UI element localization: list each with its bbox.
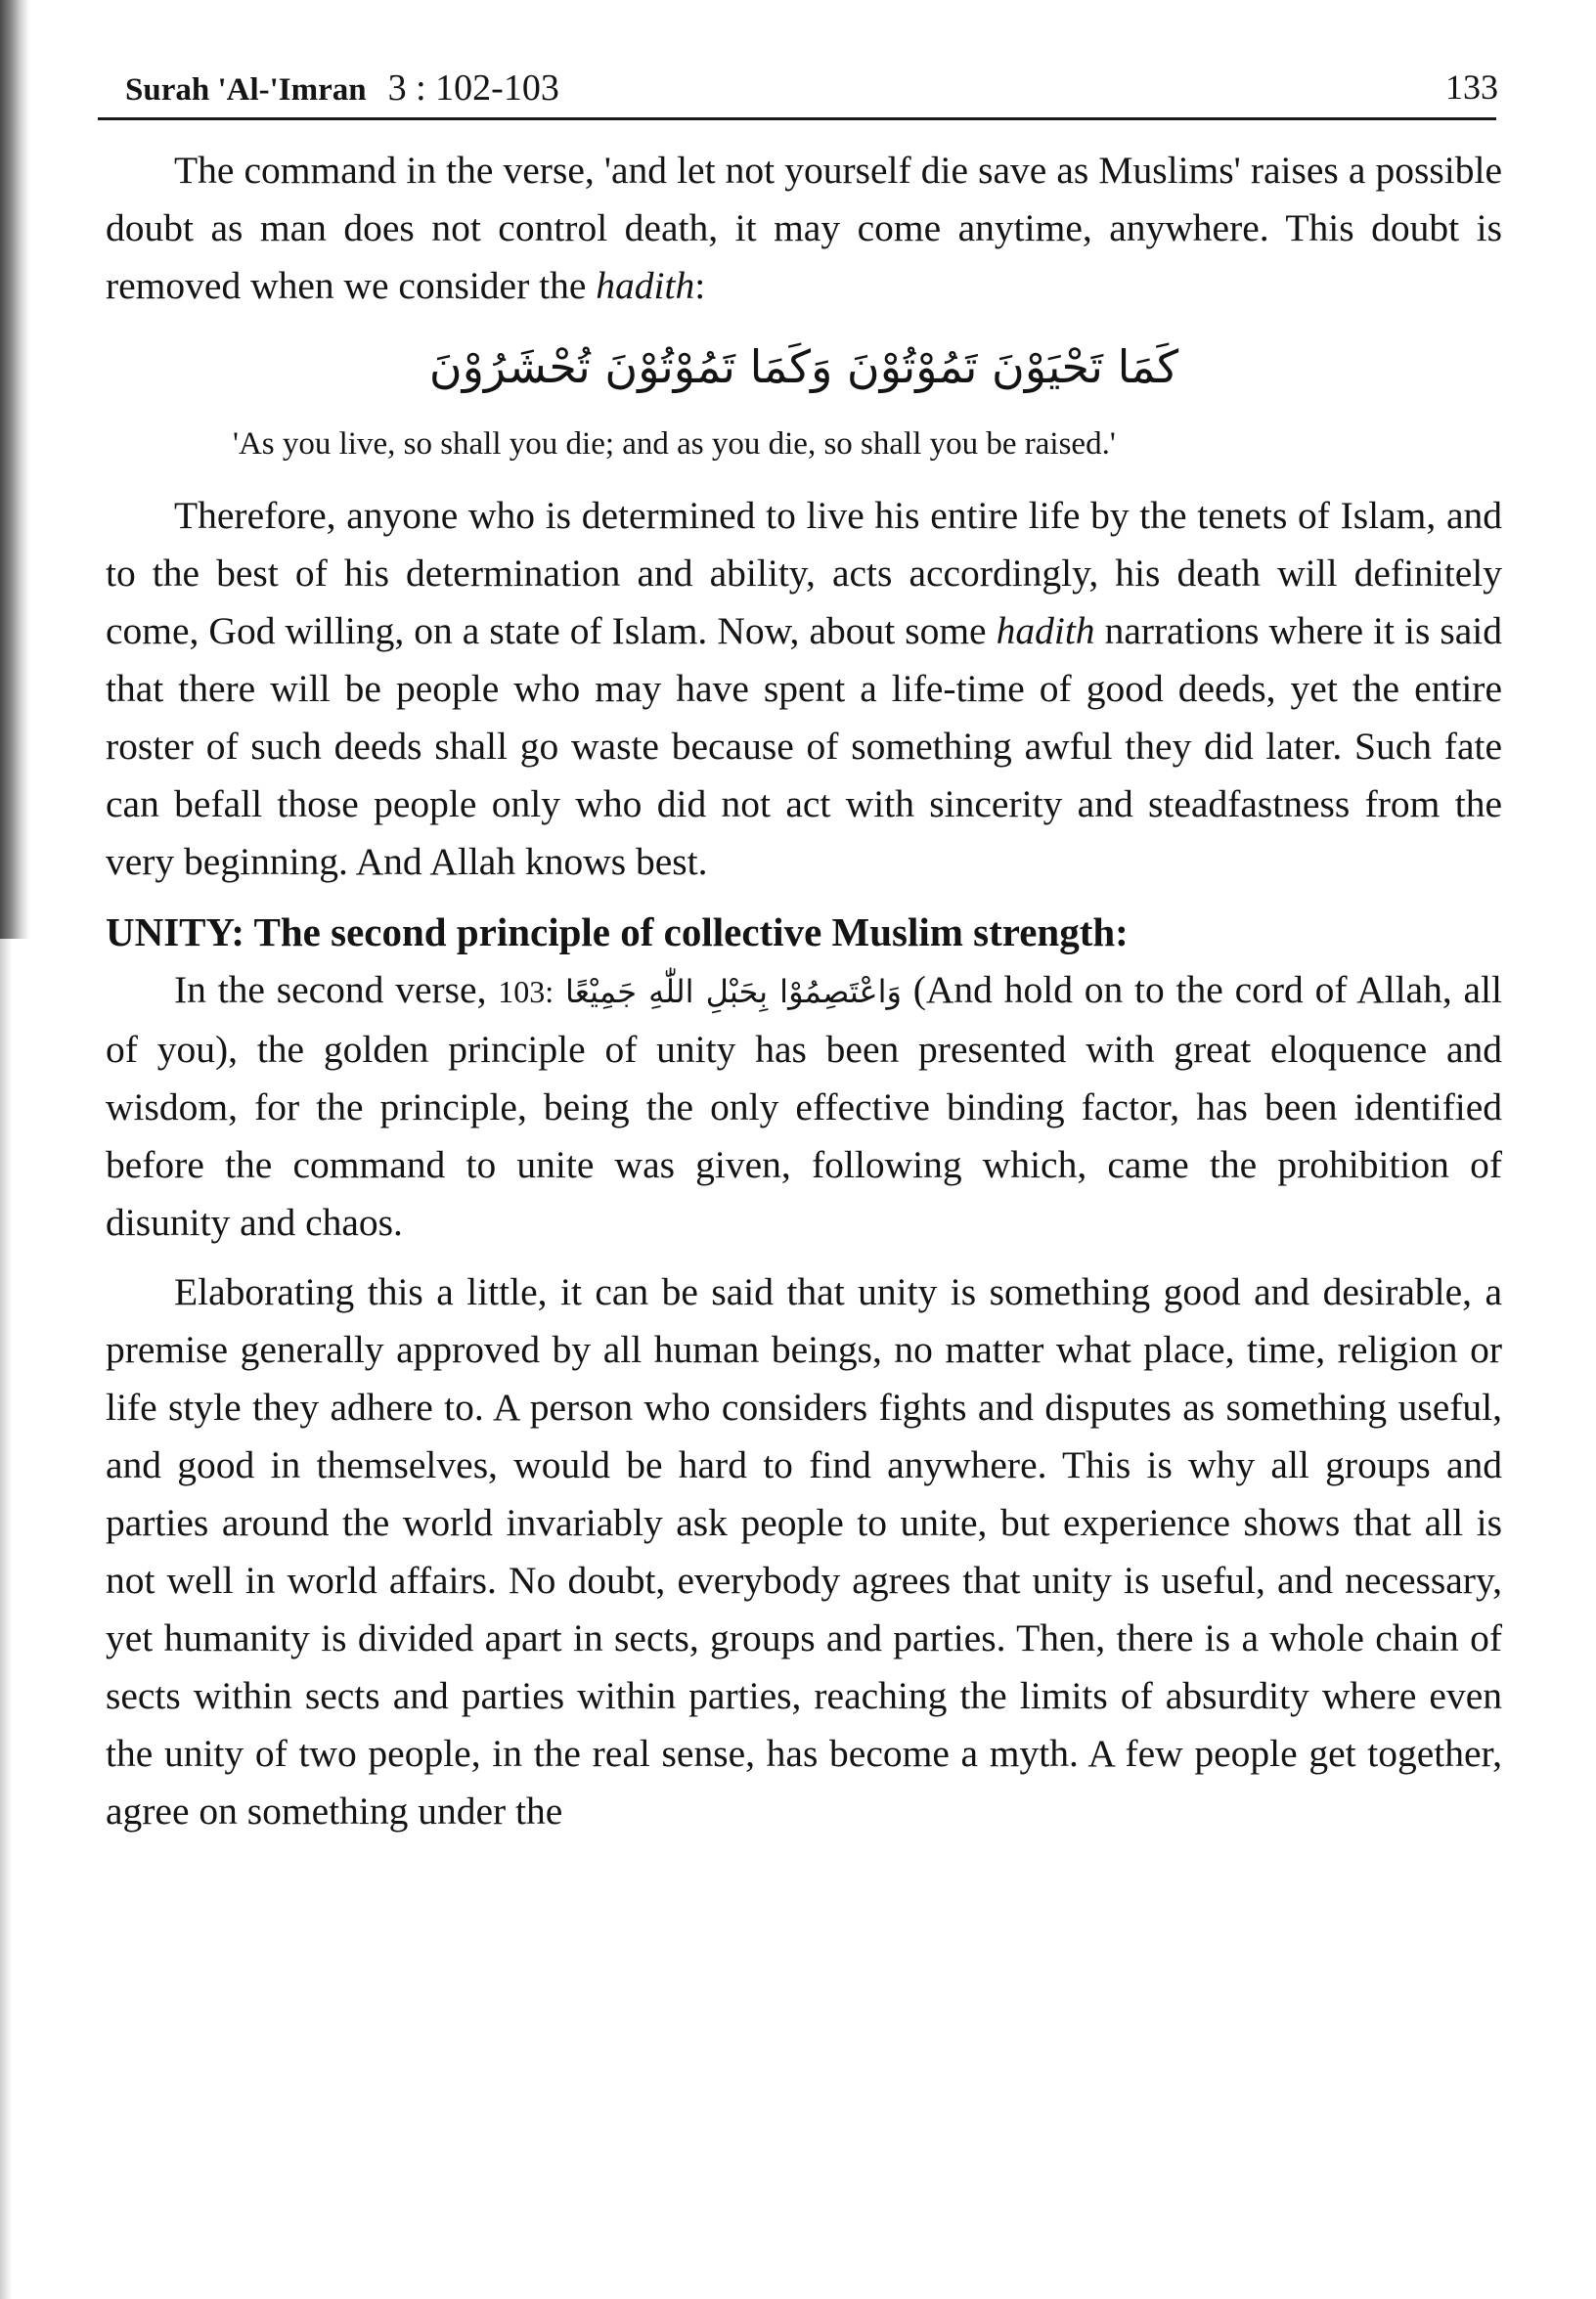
- header-rule: [98, 117, 1496, 120]
- paragraph-3: [106, 961, 1502, 1252]
- paragraph-1: [106, 142, 1502, 315]
- paragraph-2: [106, 487, 1502, 891]
- surah-title: Surah 'Al-'Imran: [125, 72, 367, 108]
- paragraph-4: Elaborating this a little, it can be said that unity is something good and desirable, a premise generally approved by all human beings, no matter what place, time, religion or life style they adhere to. A person who considers fights and disputes as something useful, and good in themselves, would be hard to find anywhere. This is why all groups and parties around the world invariably ask people to unite, but experience shows that all is not well in world affairs. No doubt, everybody agrees that unity is useful, and necessary, yet humanity is divided apart in sects, groups and parties. Then, there is a whole chain of sects within sects and parties within parties, reaching the limits of absurdity where even the unity of two people, in the real sense, has become a myth. A few people get together, agree on something under the: [106, 1270, 1502, 1833]
- running-head: [125, 66, 559, 110]
- paragraph-3-end: (And hold on to the cord of Allah, all of you), the golden principle of unity has been presented with great eloquence and wisdom, for the principle, being the only effective binding factor, has been identified before the command to unite was given, following which, came the prohibition of disunity and chaos.: [106, 968, 1503, 1244]
- paragraph-2-end: narrations where it is said that there will be people who may have spent a life-time of good deeds, yet the entire roster of such deeds shall go waste because of something awful they did later. Such fate can befall those people only who did not act with sincerity and steadfastness from the very beginning. And Allah knows best.: [106, 609, 1502, 883]
- arabic-verse-inline: وَاعْتَصِمُوْا بِحَبْلِ اللّٰهِ جَمِيْعًا: [564, 973, 902, 1010]
- paragraph-1-text: The command in the verse, 'and let not yourself die save as Muslims' raises a possible doubt as man does not control death, it may come anytime, anywhere. This doubt is removed when we consider the: [106, 149, 1502, 307]
- page-body: [106, 142, 1502, 1840]
- hadith-translation: 'As you live, so shall you die; and as you die, so shall you be raised.': [233, 426, 1116, 462]
- section-heading-unity: UNITY: The second principle of collective Muslim strength:: [106, 909, 1129, 954]
- paragraph-3-text: In the second verse,: [174, 968, 499, 1011]
- paragraph-2-text: Therefore, anyone who is determined to live his entire life by the tenets of Islam, and to the best of his determination and ability, acts accordingly, his death will definitely come, God willing, on a state of Islam. Now, about some: [106, 494, 1502, 652]
- verse-range: 3 : 102-103: [387, 67, 559, 109]
- arabic-hadith-quote: كَمَا تَحْيَوْنَ تَمُوْتُوْنَ وَكَمَا تَمُوْتُوْنَ تُحْشَرُوْنَ: [428, 340, 1179, 393]
- paragraph-1-end: :: [694, 264, 706, 307]
- page-number: 133: [1445, 67, 1498, 107]
- verse-number: 103:: [498, 974, 554, 1009]
- page-header: [125, 57, 1498, 115]
- scan-shadow-edge: [0, 0, 29, 939]
- term-hadith: hadith: [596, 264, 695, 307]
- scan-shadow-edge-lower: [0, 939, 12, 2299]
- term-hadith: hadith: [996, 609, 1095, 652]
